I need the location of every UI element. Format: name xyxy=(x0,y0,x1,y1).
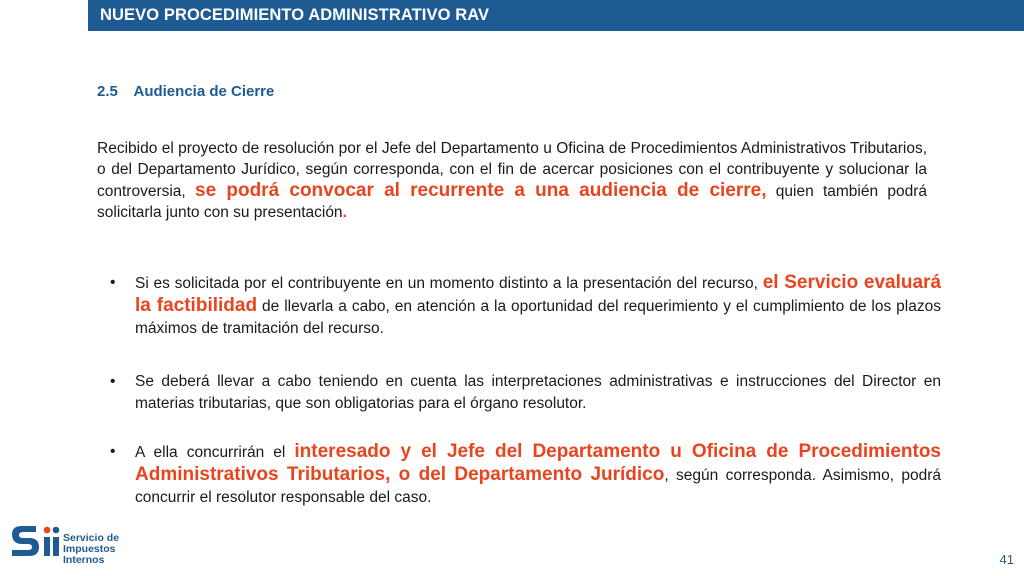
bullet-item-3 xyxy=(135,441,941,509)
bullet-item-1 xyxy=(135,272,941,340)
bullet-2-text: Se deberá llevar a cabo teniendo en cuenta las interpretaciones administrativas e instrucciones del Director en materias tributarias, que son obligatorias para el órgano resolutor. xyxy=(135,373,941,412)
section-number: 2.5 xyxy=(97,83,118,100)
intro-paragraph xyxy=(97,138,927,223)
logo-text: Servicio de Impuestos Internos xyxy=(63,532,120,566)
intro-text-2: quien también podrá solicitarla junto con su presentación xyxy=(97,183,928,221)
bullet-marker: • xyxy=(110,274,116,291)
section-heading xyxy=(97,83,274,100)
bullet-item-2 xyxy=(135,371,941,415)
intro-end: . xyxy=(342,204,347,221)
bullet-marker: • xyxy=(110,373,116,390)
bullet-3-highlight: interesado y el Jefe del Departamento u Oficina de Procedimientos Administrativos Tributarios, o del Departamento Jurídico xyxy=(135,441,941,485)
page-number: 41 xyxy=(999,552,1014,567)
bullet-3-text-2: , según corresponda. Asimismo, podrá concurrir el resolutor responsable del caso. xyxy=(135,467,941,506)
bullet-marker: • xyxy=(110,443,116,460)
intro-highlight: se podrá convocar al recurrente a una audiencia de cierre, xyxy=(195,180,767,201)
bullet-3-text-1: A ella concurrirán el xyxy=(135,444,286,461)
bullet-1-text-2: de llevarla a cabo, en atención a la oportunidad del requerimiento y el cumplimiento de los plazos máximos de tramitación del recurso. xyxy=(135,298,941,337)
bullet-1-highlight: el Servicio evaluará la factibilidad xyxy=(135,272,942,316)
intro-text-1: Recibido el proyecto de resolución por el Jefe del Departamento u Oficina de Procedimientos Administrativos Tributarios, o del Departamento Jurídico, según corresponda, con el fin de acercar posiciones con el contribuyente y solucionar la controversia, xyxy=(97,140,927,200)
section-title: Audiencia de Cierre xyxy=(133,83,275,100)
slide-header-title: NUEVO PROCEDIMIENTO ADMINISTRATIVO RAV xyxy=(100,6,490,24)
bullet-1-text-1: Si es solicitada por el contribuyente en un momento distinto a la presentación del recurso, xyxy=(135,275,758,292)
